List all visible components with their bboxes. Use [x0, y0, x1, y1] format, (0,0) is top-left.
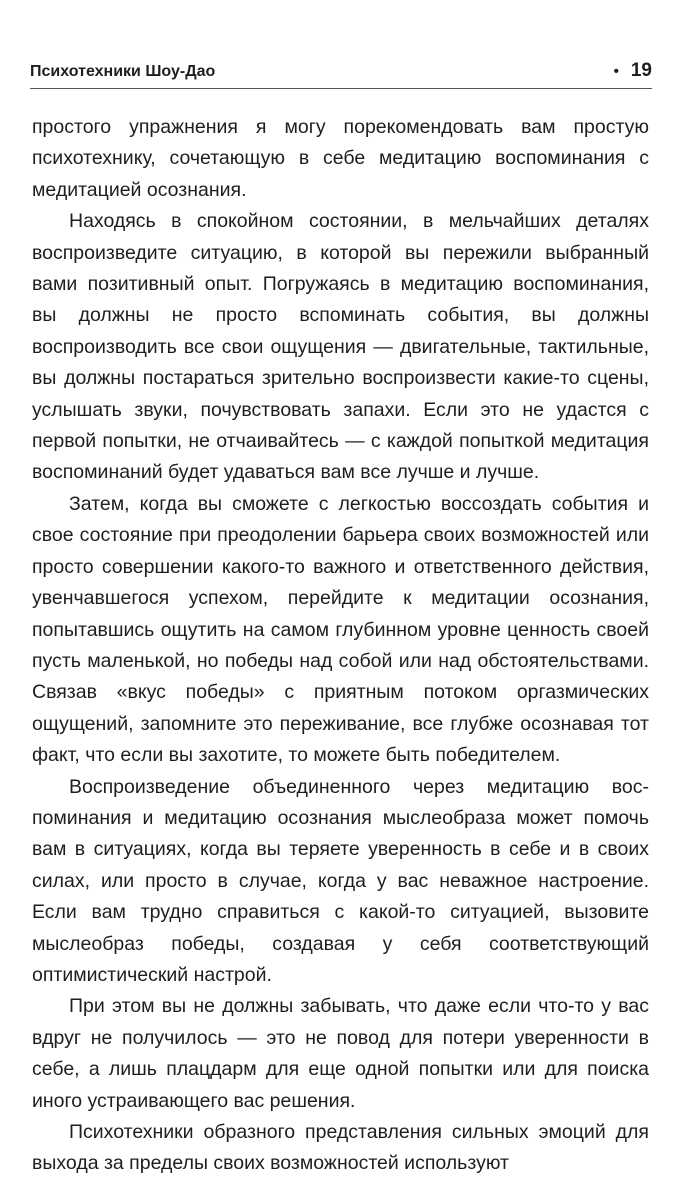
paragraph: Воспроизведение объединенного через медитацию воспоминания и медитацию осознания мыслеобраза может помочь вам в ситуациях, когда вы теряете уверенность в себе и в своих силах, или просто в случае, когда у вас неважное настроение. Если вам трудно справиться с какой-то ситуацией, вызовите мыслеобраз победы, создавая у себя соответствующий оптимистический настрой. — [32, 775, 649, 986]
paragraph: Затем, когда вы сможете с легкостью воссоздать события и свое состояние при преодолении барьера своих возможностей или просто совершении какого-то важного и ответственного действия, увенчавшегося успехом, перейдите к медитации осознания, попытавшись ощутить на самом глубинном уровне ценность своей пусть маленькой, но победы над собой или над обстоятельствами. Связав «вкус победы» с приятным потоком оргазмических ощущений, запомните это переживание, все глубже осознавая тот факт, что если вы захотите, то можете быть победителем. — [32, 492, 649, 767]
paragraph: При этом вы не должны забывать, что даже если что-то у вас вдруг не получилось — это не повод для потери уверенности в себе, а лишь плацдарм для еще одной попытки или для поиска иного устраивающего вас решения. — [32, 995, 649, 1112]
paragraph-continuation: простого упражнения я могу порекомендовать вам простую психотехнику, сочетающую в себе медитацию воспоминания с медитацией осознания. — [32, 116, 649, 201]
running-header-title: Психотехники Шоу-Дао — [30, 63, 216, 80]
page-number-group — [614, 60, 652, 82]
header-divider — [30, 88, 652, 89]
paragraph: Психотехники образного представления сильных эмоций для выхода за пределы своих возможностей используют — [32, 1121, 649, 1175]
running-header — [30, 60, 652, 86]
paragraph: Находясь в спокойном состоянии, в мельчайших деталях воспроизведите ситуацию, в которой вы пережили выбранный вами позитивный опыт. Погружаясь в медитацию воспоминания, вы должны не просто вспоминать события, вы должны воспроизводить все свои ощущения — двигательные, тактильные, вы должны постараться зрительно воспроизвести какие-то сцены, услышать звуки, почувствовать запахи. Если это не удастся с первой попытки, не отчаивайтесь — с каждой попыткой медитация воспоминаний будет удаваться вам все лучше и лучше. — [32, 210, 649, 484]
bullet-icon: • — [613, 62, 619, 80]
page-number: 19 — [630, 60, 652, 81]
body-text — [32, 112, 649, 1180]
